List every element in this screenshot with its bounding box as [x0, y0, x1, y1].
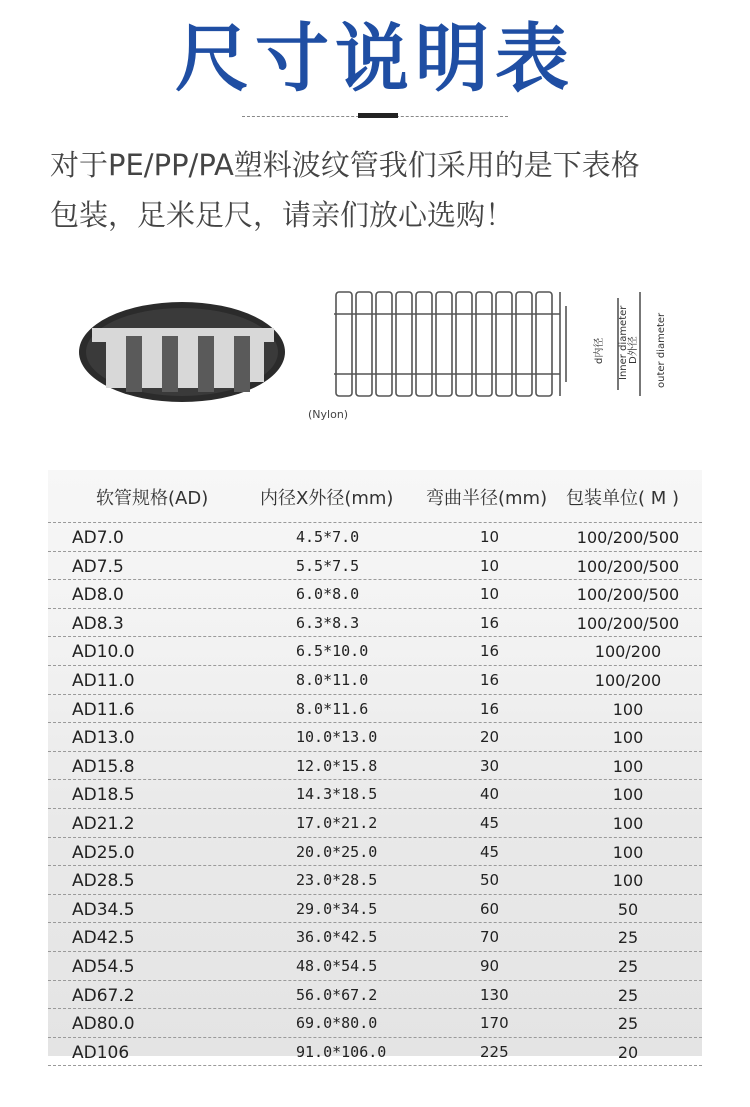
table-row: [48, 695, 702, 724]
package-unit-cell: 25: [617, 956, 639, 976]
table-row: [48, 866, 702, 895]
diameter-cell: 6.0*8.0: [296, 585, 360, 604]
bend-radius-cell: 45: [480, 842, 500, 861]
intro-text: [50, 140, 730, 240]
header-package-unit: 包装单位( M ): [566, 488, 680, 509]
bend-radius-cell: 170: [480, 1014, 509, 1033]
diameter-cell: 23.0*28.5: [296, 871, 378, 890]
diagram-inner-en-label: Inner diameter: [618, 305, 629, 380]
table-row: [48, 752, 702, 781]
spec-cell: AD11.6: [72, 699, 135, 720]
diameter-cell: 56.0*67.2: [296, 985, 378, 1004]
diameter-cell: 48.0*54.5: [296, 956, 378, 975]
diameter-cell: 36.0*42.5: [296, 928, 378, 947]
package-unit-cell: 100/200: [594, 642, 662, 662]
spec-cell: AD34.5: [72, 899, 135, 920]
tube-cross-section-illustration: [79, 302, 285, 402]
table-row: [48, 580, 702, 609]
spec-cell: AD28.5: [72, 871, 135, 892]
bend-radius-cell: 70: [480, 928, 500, 947]
diameter-cell: 91.0*106.0: [296, 1042, 387, 1061]
spec-cell: AD8.3: [72, 613, 124, 634]
table-header-row: [48, 470, 702, 518]
diameter-cell: 20.0*25.0: [296, 842, 378, 861]
diagram-outer-en-label: outer diameter: [656, 312, 667, 388]
table-row: [48, 780, 702, 809]
diameter-cell: 12.0*15.8: [296, 756, 378, 775]
spec-cell: AD67.2: [72, 985, 135, 1006]
diameter-cell: 17.0*21.2: [296, 813, 378, 832]
bend-radius-cell: 60: [480, 899, 500, 918]
spec-cell: AD10.0: [72, 642, 135, 663]
spec-cell: AD80.0: [72, 1014, 135, 1035]
package-unit-cell: 100: [612, 813, 644, 833]
package-unit-cell: 100/200/500: [576, 585, 680, 605]
package-unit-cell: 25: [617, 985, 639, 1005]
package-unit-cell: 100: [612, 785, 644, 805]
table-row: [48, 723, 702, 752]
diameter-cell: 8.0*11.6: [296, 699, 369, 718]
bend-radius-cell: 10: [480, 585, 500, 604]
package-unit-cell: 100: [612, 842, 644, 862]
title-divider-accent: [358, 113, 398, 118]
header-spec: 软管规格(AD): [96, 488, 209, 509]
spec-cell: AD13.0: [72, 728, 135, 749]
spec-cell: AD18.5: [72, 785, 135, 806]
diameter-cell: 29.0*34.5: [296, 899, 378, 918]
spec-cell: AD42.5: [72, 928, 135, 949]
bend-radius-cell: 10: [480, 556, 500, 575]
spec-cell: AD15.8: [72, 756, 135, 777]
header-diameter: 内径X外径(mm): [260, 488, 394, 509]
package-unit-cell: 100: [612, 699, 644, 719]
table-row: [48, 1009, 702, 1038]
bend-radius-cell: 130: [480, 985, 509, 1004]
header-bend-radius: 弯曲半径(mm): [426, 488, 548, 509]
package-unit-cell: 100/200/500: [576, 613, 680, 633]
table-row: [48, 522, 702, 552]
spec-cell: AD25.0: [72, 842, 135, 863]
table-row: [48, 637, 702, 666]
diagram-inner-cn-label: d内径: [594, 337, 605, 364]
bend-radius-cell: 225: [480, 1042, 509, 1061]
page-title: 尺寸说明表: [175, 16, 575, 102]
table-row: [48, 952, 702, 981]
spec-cell: AD7.5: [72, 556, 124, 577]
diagram-material-label: (Nylon): [308, 408, 349, 421]
spec-cell: AD21.2: [72, 813, 135, 834]
table-row: [48, 838, 702, 867]
spec-cell: AD54.5: [72, 956, 135, 977]
table-row: [48, 895, 702, 924]
package-unit-cell: 100/200/500: [576, 556, 680, 576]
package-unit-cell: 100/200/500: [576, 528, 680, 547]
package-unit-cell: 100: [612, 756, 644, 776]
intro-line-2: 包装，足米足尺，请亲们放心选购！: [50, 198, 515, 232]
diameter-cell: 6.3*8.3: [296, 613, 360, 632]
table-row: [48, 552, 702, 581]
bend-radius-cell: 30: [480, 756, 500, 775]
size-table: [48, 470, 702, 1063]
spec-cell: AD11.0: [72, 670, 135, 691]
spec-cell: AD7.0: [72, 528, 124, 548]
package-unit-cell: 100/200: [594, 670, 662, 690]
package-unit-cell: 100: [612, 871, 644, 891]
bend-radius-cell: 45: [480, 813, 500, 832]
intro-line-1: 对于PE/PP/PA塑料波纹管我们采用的是下表格: [50, 148, 640, 182]
diameter-cell: 69.0*80.0: [296, 1014, 378, 1033]
bend-radius-cell: 90: [480, 956, 500, 975]
table-row: [48, 981, 702, 1010]
diagram-outer-cn-label: D外径: [628, 336, 639, 364]
package-unit-cell: 20: [617, 1042, 639, 1062]
diameter-cell: 4.5*7.0: [296, 528, 360, 546]
package-unit-cell: 25: [617, 1014, 639, 1034]
table-row: [48, 1038, 702, 1067]
bend-radius-cell: 10: [480, 528, 500, 546]
spec-cell: AD8.0: [72, 585, 124, 606]
diameter-cell: 6.5*10.0: [296, 642, 369, 661]
diameter-cell: 10.0*13.0: [296, 728, 378, 747]
bend-radius-cell: 16: [480, 613, 500, 632]
bend-radius-cell: 40: [480, 785, 500, 804]
table-body: [48, 522, 702, 1066]
bend-radius-cell: 16: [480, 642, 500, 661]
table-row: [48, 923, 702, 952]
bend-radius-cell: 16: [480, 670, 500, 689]
diameter-cell: 5.5*7.5: [296, 556, 360, 575]
bend-radius-cell: 50: [480, 871, 500, 890]
bend-radius-cell: 20: [480, 728, 500, 747]
diameter-cell: 14.3*18.5: [296, 785, 378, 804]
table-row: [48, 609, 702, 638]
table-row: [48, 666, 702, 695]
corrugated-tube-diagram: [78, 288, 678, 428]
package-unit-cell: 25: [617, 928, 639, 948]
package-unit-cell: 100: [612, 728, 644, 748]
bend-radius-cell: 16: [480, 699, 500, 718]
package-unit-cell: 50: [617, 899, 639, 919]
diameter-cell: 8.0*11.0: [296, 670, 369, 689]
spec-cell: AD106: [72, 1042, 130, 1063]
table-row: [48, 809, 702, 838]
